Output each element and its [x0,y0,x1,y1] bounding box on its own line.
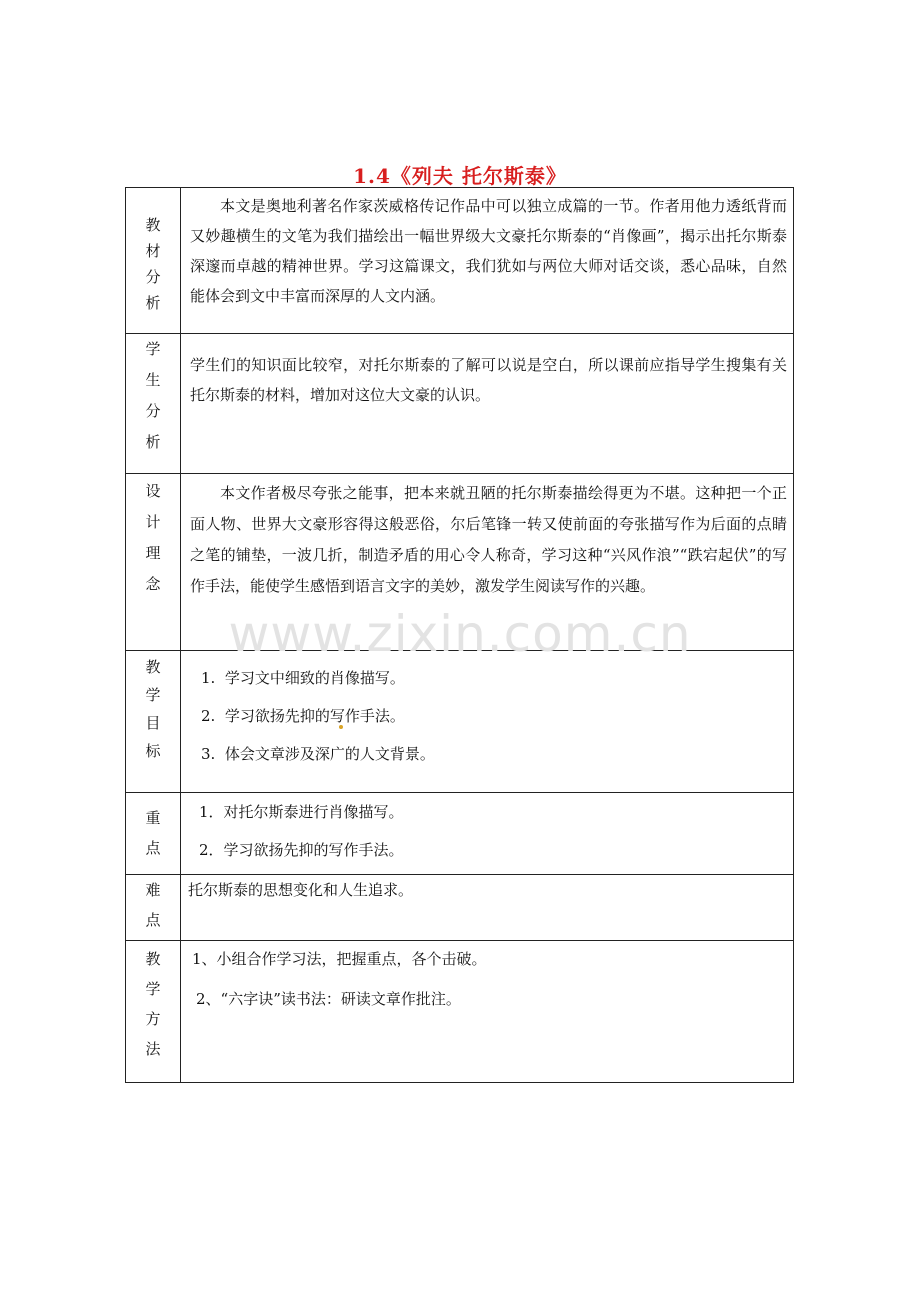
list-number: 2. [201,707,216,725]
lesson-plan-table [125,187,794,1083]
table-row-methods [126,941,794,1083]
list-number: 3. [201,745,216,763]
list-text: 对托尔斯泰进行肖像描写。 [223,803,404,821]
row-label-cell [126,793,181,875]
row-label: 教学方法 [145,950,161,1058]
list-number: 1． [199,803,224,821]
list-text: 学习欲扬先抑的写作手法。 [224,707,405,725]
list-number: 2． [199,841,224,859]
list-item: 2、“六字诀”读书法：研读文章作批注。 [196,990,461,1008]
row-content-cell [181,188,794,334]
table-row-key-points [126,793,794,875]
list-item [201,667,793,705]
list-text: 学习文中细致的肖像描写。 [224,669,405,687]
table-row-difficulties [126,875,794,941]
list-text: 体会文章涉及深广的人文背景。 [224,745,435,763]
row-label: 重点 [145,809,161,857]
table-row-goals [126,651,794,793]
list-item [199,801,793,839]
student-analysis-text: 学生们的知识面比较窄，对托尔斯泰的了解可以说是空白，所以课前应指导学生搜集有关托尔斯泰的材料，增加对这位大文豪的认识。 [190,356,787,404]
row-content-cell [181,941,794,1083]
list-item [199,839,793,869]
row-content-cell [181,793,794,875]
row-label-cell [126,651,181,793]
row-content-cell [181,875,794,941]
row-content-cell [181,651,794,793]
document-title: 1.4《列夫 托尔斯泰》 [353,164,567,188]
watermark: www.zixin.com.cn [228,605,692,663]
row-label-cell [126,334,181,474]
row-label-cell [126,474,181,651]
list-item: 1、小组合作学习法，把握重点，各个击破。 [192,950,487,968]
row-label-cell [126,875,181,941]
row-label: 难点 [145,881,161,929]
design-concept-text: 本文作者极尽夸张之能事，把本来就丑陋的托尔斯泰描绘得更为不堪。这种把一个正面人物、世界大文豪形容得这般恶俗，尔后笔锋一转又使前面的夸张描写作为后面的点睛之笔的铺垫，一波几折，制造矛盾的用心令人称奇，学习这种“兴风作浪”“跌宕起伏”的写作手法，能使学生感悟到语言文字的美妙，激发学生阅读写作的兴趣。 [190,484,787,595]
row-label: 教材分析 [145,216,161,312]
table-row-students [126,334,794,474]
row-label-cell [126,941,181,1083]
difficulty-text: 托尔斯泰的思想变化和人生追求。 [188,881,414,899]
table-row-design [126,474,794,651]
list-number: 1. [201,669,216,687]
row-content-cell [181,334,794,474]
row-label: 教学目标 [145,658,161,760]
row-content-cell [181,474,794,651]
row-label-cell [126,188,181,334]
list-item [201,743,793,781]
list-item [201,705,793,743]
table-row-material [126,188,794,334]
marker-dot [339,725,343,729]
material-analysis-text: 本文是奥地利著名作家茨威格传记作品中可以独立成篇的一节。作者用他力透纸背而又妙趣横生的文笔为我们描绘出一幅世界级大文豪托尔斯泰的“肖像画”，揭示出托尔斯泰深邃而卓越的精神世界。学习这篇课文，我们犹如与两位大师对话交谈，悉心品味，自然能体会到文中丰富而深厚的人文内涵。 [190,197,787,305]
list-text: 学习欲扬先抑的写作手法。 [223,841,404,859]
row-label: 设计理念 [145,482,161,593]
row-label: 学生分析 [145,340,161,451]
